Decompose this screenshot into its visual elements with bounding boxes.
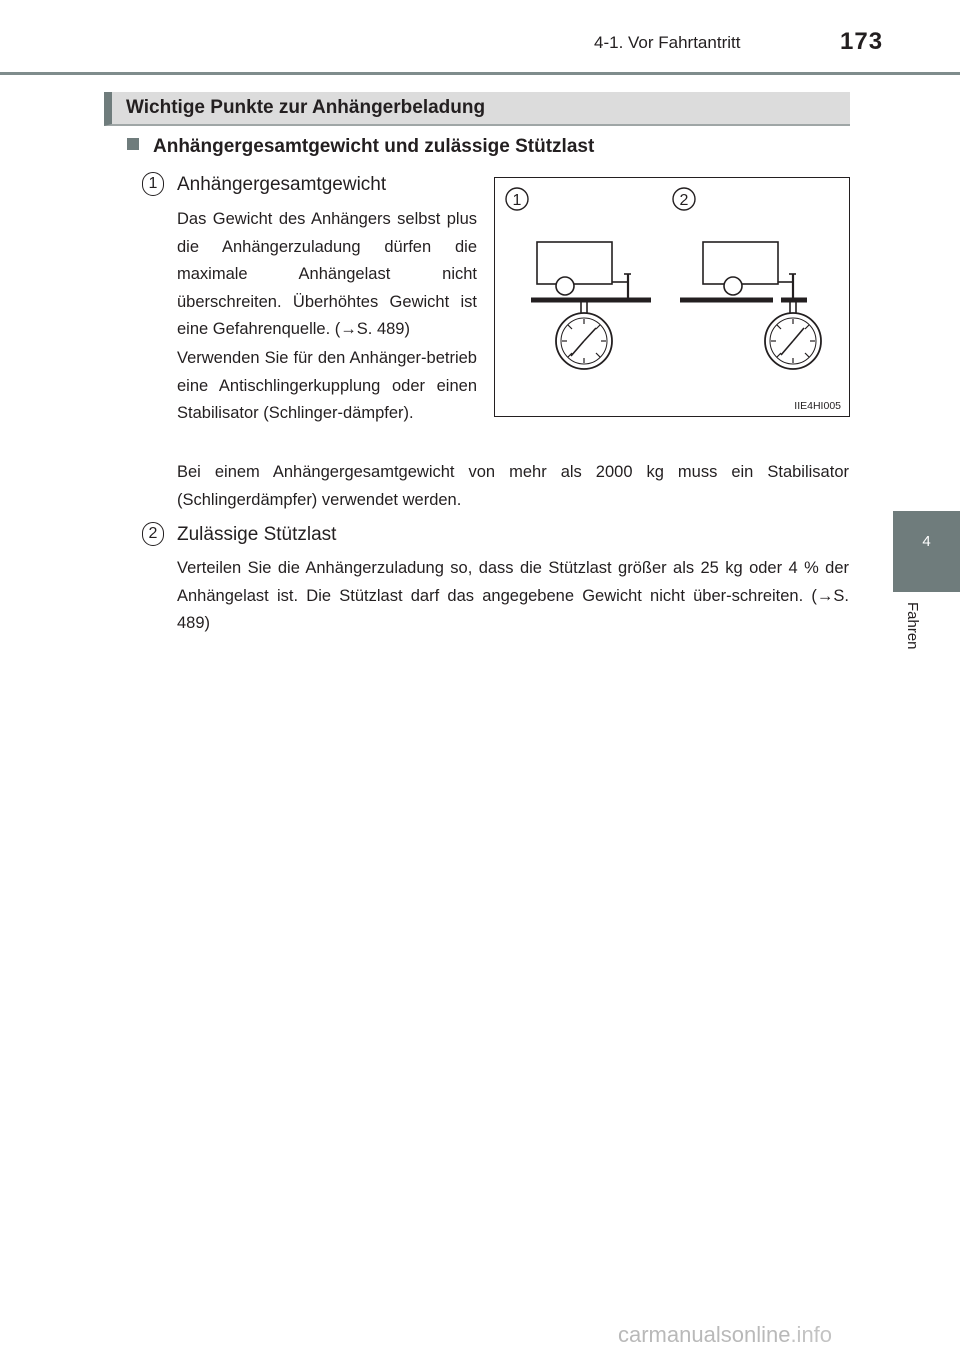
scale-needle-left [571, 341, 584, 356]
trailer-body-left [537, 242, 612, 284]
item-number-badge-1: 1 [142, 172, 164, 196]
watermark [618, 1322, 832, 1348]
trailer-wheel-left [556, 277, 574, 295]
chapter-number: 4 [922, 533, 931, 550]
item-1-paragraph-3: Bei einem Anhängergesamtgewicht von mehr als 2000 kg muss ein Stabilisator (Schlingerdämpfer) verwendet werden. [177, 463, 849, 509]
header-section-title: 4-1. Vor Fahrtantritt [594, 33, 741, 52]
page-number: 173 [840, 28, 884, 55]
item-title-1: Anhängergesamtgewicht [177, 174, 387, 195]
watermark-tld: .info [790, 1322, 833, 1347]
figure-code: IIE4HI005 [794, 400, 841, 412]
figure-label-1: 1 [512, 192, 522, 209]
subheading-text: Anhängergesamtgewicht und zulässige Stützlast [153, 136, 595, 157]
scale-needle-right [793, 328, 804, 341]
item-1-paragraph-1: Das Gewicht des Anhängers selbst plus die Anhängerzuladung dürfen die maximale Anhängelast nicht überschreiten. Überhöhtes Gewicht ist eine Gefahrenquelle. (→S. 489) [177, 210, 477, 338]
subheading [127, 136, 594, 158]
section-title-box [104, 92, 850, 126]
header-divider [0, 72, 960, 75]
chapter-tab [893, 511, 960, 592]
chapter-name-label: Fahren [904, 602, 921, 650]
watermark-brand: carmanualsonline [618, 1322, 791, 1347]
trailer-scales-illustration [495, 178, 851, 418]
chapter-name-vertical [897, 600, 925, 670]
trailer-weight-figure [494, 177, 850, 417]
item-number-badge-2: 2 [142, 522, 164, 546]
trailer-wheel-right [724, 277, 742, 295]
square-bullet-icon [127, 138, 139, 150]
figure-label-2: 2 [679, 192, 689, 209]
item-1-paragraph-2: Verwenden Sie für den Anhänger-betrieb eine Antischlingerkupplung oder einen Stabilisator (Schlinger-dämpfer). [177, 349, 477, 422]
trailer-body-right [703, 242, 778, 284]
item-2-paragraph-1: Verteilen Sie die Anhängerzuladung so, dass die Stützlast größer als 25 kg oder 4 % der Anhängelast ist. Die Stützlast darf das angegebene Gewicht nicht über-schreiten. (→S. 489) [177, 559, 849, 632]
section-title: Wichtige Punkte zur Anhängerbeladung [126, 97, 486, 118]
item-title-2: Zulässige Stützlast [177, 524, 337, 545]
